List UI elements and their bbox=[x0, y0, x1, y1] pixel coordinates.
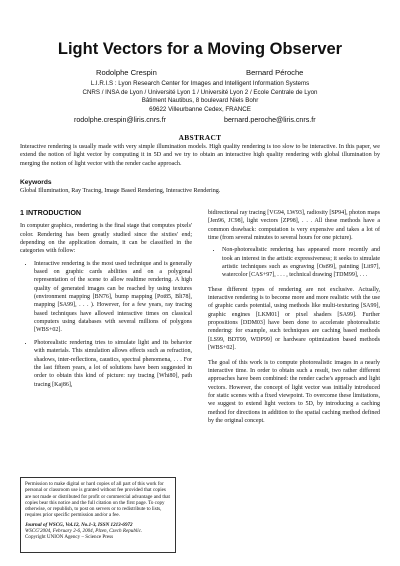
keywords-text: Global Illumination, Ray Tracing, Image Based Rendering, Interactive Rendering. bbox=[20, 188, 221, 194]
permission-box bbox=[20, 477, 176, 553]
intro-paragraph: In computer graphics, rendering is the final stage that computes pixels' color. Rendering has been greatly studied since the sixties' end; depending on the application domain, it can be classified in the categories with follow: bbox=[20, 223, 192, 255]
paragraph: These different types of rendering are not exclusive. Actually, interactive rendering is to become more and more realistic with the use of graphic cards potential, using methods like multi-texturing [SA99], graphic engines [LKM01] or pixel shaders [SA99]. Further propositions [DDM03] have been done to accelerate photorealistic rendering: for example, such techniques are caching based methods [LS99, BDT99, WDP99] or hardware optimization based methods [WBS+02]. bbox=[208, 286, 380, 352]
affiliation-line: 69622 Villeurbanne Cedex, FRANCE bbox=[149, 105, 251, 113]
author-2: Bernard Péroche bbox=[246, 68, 304, 77]
section-heading: 1 INTRODUCTION bbox=[20, 208, 82, 217]
list-item: • Interactive rendering is the most used technique and is generally based on graphic cards abilities and on a polygonal representation of the scene to allow realtime rendering. A high quality of generated images can be reached by using textures (environment mapping [BN76], bump mapping [Pot85, Bli78], mapping [SA99], . . . ). However, for a few years, ray tracing based techniques have allowed interactive times on classical computers using databases with several millions of polygons [WBS+02]. bbox=[34, 260, 192, 335]
copyright-line: Copyright UNION Agency – Science Press bbox=[25, 534, 114, 541]
author-1: Rodolphe Crespin bbox=[96, 68, 157, 77]
right-column bbox=[208, 209, 380, 425]
affiliation-line: L.I.R.I.S : Lyon Research Center for Images and Intelligent Information Systems bbox=[90, 80, 310, 87]
email-2: bernard.peroche@liris.cnrs.fr bbox=[224, 116, 316, 124]
abstract-text: Interactive rendering is usually made with very simple illumination models. High quality rendering is too slow to be interactive. In this paper, we extend the notion of light vector by computing it in 5D and we try to obtain an interactive high quality rendering with global illumination by merging the notion of light vector with the render cache approach. bbox=[20, 144, 380, 167]
rendering-list bbox=[20, 260, 192, 389]
affiliation-line: CNRS / INSA de Lyon / Université Lyon 1 / Université Lyon 2 / Ecole Centrale de Lyon bbox=[82, 88, 318, 96]
list-item: • Photorealistic rendering tries to simulate light and its behavior with materials. This simulation allows effects such as refraction, shadows, inter-reflections, caustics, spectral phenomena, . . . For the last fifteen years, a lot of solutions have been suggested in order to obtain this kind of picture: ray tracing [Whi80], path tracing [Kaj86], bbox=[34, 339, 192, 389]
rendering-list-continued bbox=[208, 246, 380, 279]
list-item: • Non-photorealistic rendering has appeared more recently and took an interest in the artistic expressiveness; it seeks to simulate artistic techniques such as engraving [Ost99], painting [Lit97], watercolor [CAS+97], . . . , technical drawing [TDM99], . . . bbox=[222, 246, 380, 279]
paragraph: The goal of this work is to compute photorealistic images in a nearly interactive time. In order to obtain such a result, two rather different approaches have been combined: the render cache's approach and light vectors. However, the concept of light vector was initially introduced for static scenes with a fixed viewpoint. To overcome these limitations, we suggest to extend light vectors to 5D, by introducing a caching method for directions in addition to the spatial caching method defined by the original concept. bbox=[208, 359, 380, 424]
left-column bbox=[20, 209, 192, 393]
permission-text: Permission to make digital or hard copies of all part of this work for personal or classroom use is granted without fee provided that copies are not made or distributed for profit or commercial advantage and that copies bear this notice and the full citation on the first page. To copy otherwise, or republish, to post on servers or to redistribute to lists, requires prior specific permission and/or a fee. bbox=[25, 481, 170, 519]
abstract-heading: ABSTRACT bbox=[178, 133, 222, 142]
journal-line: Journal of WSCG, Vol.12, No.1-3, ISSN 1213-6972 bbox=[25, 521, 133, 528]
affiliation-block bbox=[0, 80, 400, 114]
keywords-heading: Keywords bbox=[20, 179, 52, 186]
paragraph: bidirectional ray tracing [VG94, LW93], radiosity [SP94], photon maps [Jen96, JC98], light vectors [ZP98], . . . All these methods have a common drawback: computation is very expensive and takes a lot of time (from several minutes to several hours for one picture). bbox=[208, 210, 380, 242]
conference-line: WSCG'2004, February 2-6, 2004, Plzen, Czech Republic. bbox=[25, 528, 143, 535]
email-1: rodolphe.crespin@liris.cnrs.fr bbox=[74, 116, 166, 124]
affiliation-line: Bâtiment Nautibus, 8 boulevard Niels Bohr bbox=[141, 97, 259, 105]
paper-title: Light Vectors for a Moving Observer bbox=[57, 40, 343, 58]
